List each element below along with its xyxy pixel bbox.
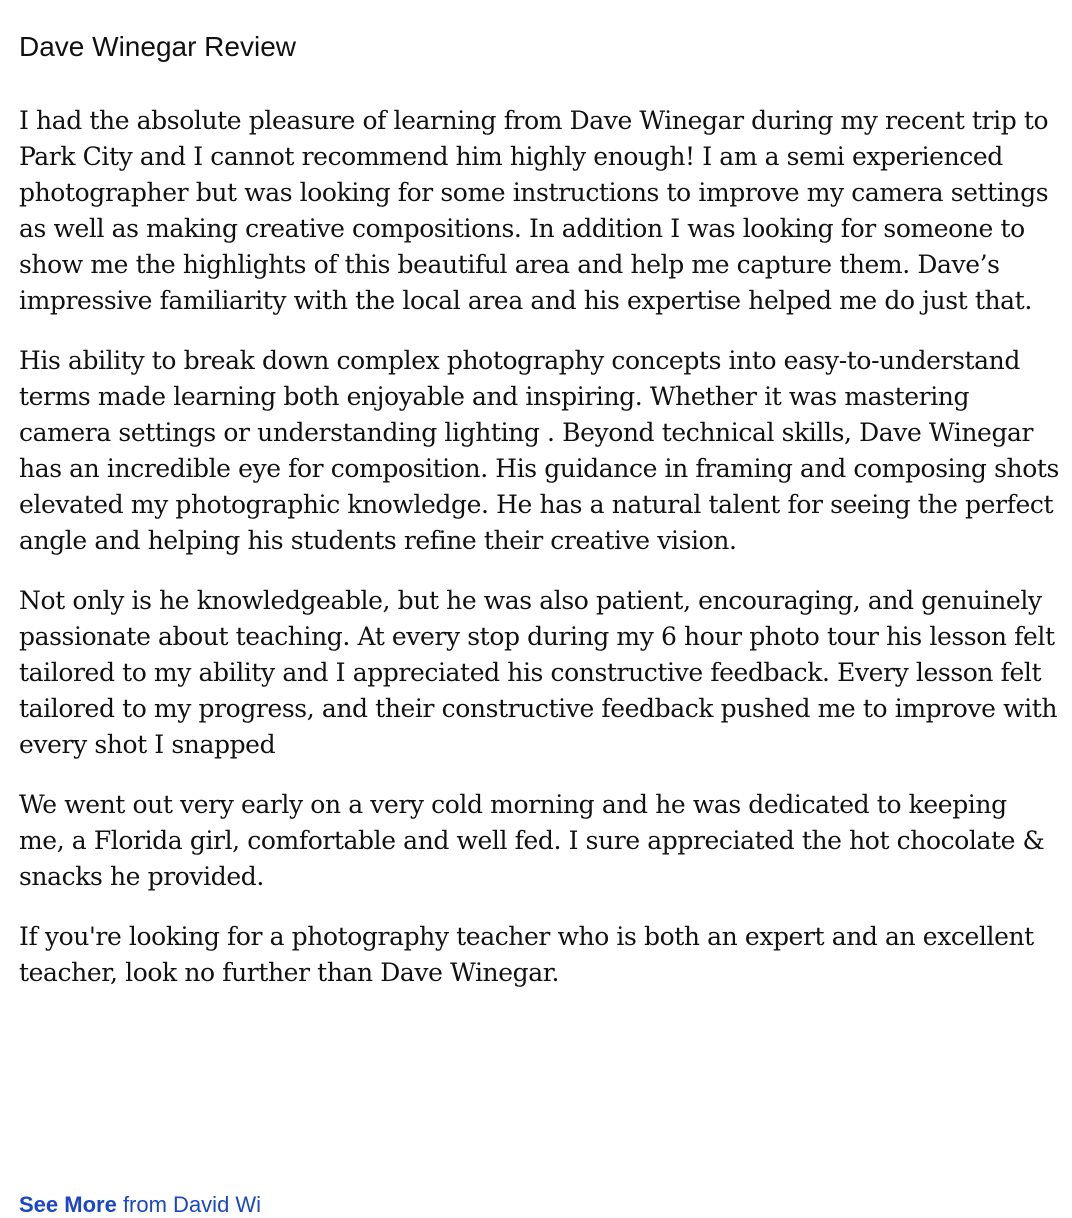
review-paragraph-1: I had the absolute pleasure of learning from Dave Winegar during my recent trip to Park City and I cannot recommend him highly enough! I am a semi experienced photographer but was looking for some instructions to improve my camera settings as well as making creative compositions. In addition I was looking for someone to show me the highlights of this beautiful area and help me capture them. Dave’s impressive familiarity with the local area and his expertise helped me do just that. <box>19 106 1049 315</box>
review-paragraph-2: His ability to break down complex photography concepts into easy-to-understand terms made learning both enjoyable and inspiring. Whether it was mastering camera settings or understanding lighting . Beyond technical skills, Dave Winegar has an incredible eye for composition. His guidance in framing and composing shots elevated my photographic knowledge. He has a natural talent for seeing the perfect angle and helping his students refine their creative vision. <box>19 346 1059 555</box>
page-title: Dave Winegar Review <box>19 31 296 62</box>
review-body <box>19 103 1059 991</box>
see-more-source-text: from David Wi <box>116 1192 262 1217</box>
review-paragraph-4: We went out very early on a very cold morning and he was dedicated to keeping me, a Florida girl, comfortable and well fed. I sure appreciated the hot chocolate & snacks he provided. <box>19 790 1045 891</box>
see-more-link[interactable] <box>19 1192 261 1218</box>
review-paragraph-3: Not only is he knowledgeable, but he was also patient, encouraging, and genuinely passionate about teaching. At every stop during my 6 hour photo tour his lesson felt tailored to my ability and I appreciated his constructive feedback. Every lesson felt tailored to my progress, and their constructive feedback pushed me to improve with every shot I snapped <box>19 586 1058 759</box>
see-more-label: See More <box>19 1192 117 1217</box>
review-paragraph-5: If you're looking for a photography teacher who is both an expert and an excellent teacher, look no further than Dave Winegar. <box>19 922 1034 987</box>
